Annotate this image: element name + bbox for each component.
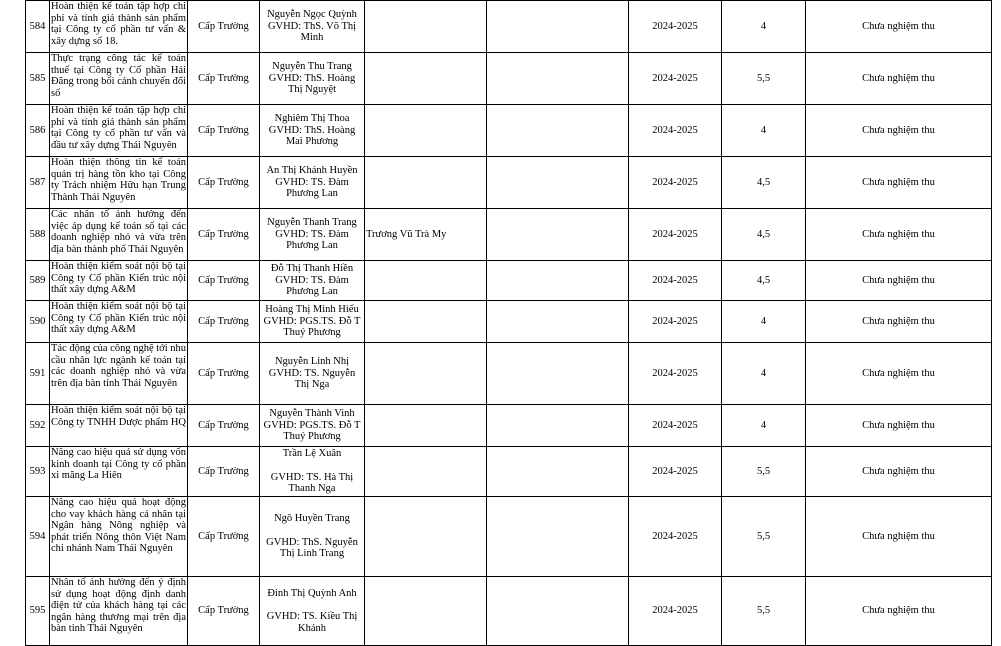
spacer bbox=[261, 599, 363, 611]
row-number-cell: 584 bbox=[26, 1, 50, 53]
spacer bbox=[261, 460, 363, 472]
topic-title-cell: Tác động của công nghệ tới nhu cầu nhân lực ngành kế toán tại các doanh nghiệp nhỏ và vừa trên địa bàn tỉnh Thái Nguyên bbox=[50, 343, 188, 405]
student-name: Hoàng Thị Minh Hiếu bbox=[265, 304, 359, 316]
topic-title-cell: Hoàn thiện kiểm soát nội bộ tại Công ty TNHH Dược phẩm HQ bbox=[50, 405, 188, 447]
status-cell: Chưa nghiệm thu bbox=[806, 1, 992, 53]
score-cell: 4 bbox=[722, 1, 806, 53]
advisor-name: GVHD: TS. Đàm Phương Lan bbox=[275, 274, 349, 298]
empty-cell bbox=[487, 261, 629, 301]
topic-title-cell: Hoàn thiện kế toán tập hợp chi phí và tính giá thành sản phẩm tại Công ty cổ phần tư vấn & xây dựng số 18. bbox=[50, 1, 188, 53]
row-number-cell: 589 bbox=[26, 261, 50, 301]
author-cell bbox=[260, 405, 365, 447]
level-cell: Cấp Trường bbox=[188, 447, 260, 497]
table-row bbox=[26, 405, 992, 447]
advisor-name: GVHD: TS. Nguyễn Thị Nga bbox=[268, 367, 356, 391]
co-author-cell: Trương Vũ Trà My bbox=[365, 209, 487, 261]
student-name: An Thị Khánh Huyền bbox=[266, 165, 358, 177]
table-row bbox=[26, 105, 992, 157]
table-row bbox=[26, 261, 992, 301]
co-author-cell bbox=[365, 1, 487, 53]
topic-title-cell: Hoàn thiện kiểm soát nội bộ tại Công ty Cổ phần Kiến trúc nội thất xây dựng A&M bbox=[50, 261, 188, 301]
year-cell: 2024-2025 bbox=[629, 447, 722, 497]
student-name: Nguyễn Thanh Trang bbox=[267, 217, 357, 229]
score-cell: 4 bbox=[722, 343, 806, 405]
level-cell: Cấp Trường bbox=[188, 405, 260, 447]
author-cell bbox=[260, 261, 365, 301]
empty-cell bbox=[487, 53, 629, 105]
row-number-cell: 592 bbox=[26, 405, 50, 447]
table-row bbox=[26, 447, 992, 497]
student-name: Nguyễn Linh Nhị bbox=[274, 356, 350, 368]
advisor-name: GVHD: TS. Kiều Thị Khánh bbox=[266, 611, 358, 634]
author-cell bbox=[260, 577, 365, 646]
year-cell: 2024-2025 bbox=[629, 53, 722, 105]
student-name: Nguyễn Thu Trang bbox=[272, 61, 352, 73]
co-author-cell bbox=[365, 157, 487, 209]
spacer bbox=[261, 525, 363, 537]
year-cell: 2024-2025 bbox=[629, 577, 722, 646]
advisor-name: GVHD: ThS. Nguyễn Thị Linh Trang bbox=[266, 536, 358, 560]
status-cell: Chưa nghiệm thu bbox=[806, 53, 992, 105]
row-number-cell: 595 bbox=[26, 577, 50, 646]
score-cell: 4,5 bbox=[722, 157, 806, 209]
advisor-name: GVHD: ThS. Hoàng Mai Phương bbox=[268, 124, 356, 148]
co-author-cell bbox=[365, 343, 487, 405]
level-cell: Cấp Trường bbox=[188, 343, 260, 405]
year-cell: 2024-2025 bbox=[629, 301, 722, 343]
student-name: Nguyễn Thành Vinh bbox=[269, 408, 355, 420]
empty-cell bbox=[487, 1, 629, 53]
score-cell: 5,5 bbox=[722, 447, 806, 497]
table-row bbox=[26, 497, 992, 577]
topic-title-cell: Hoàn thiện kiểm soát nội bộ tại Công ty Cổ phần Kiến trúc nội thất xây dựng A&M bbox=[50, 301, 188, 343]
advisor-name: GVHD: TS. Hà Thị Thanh Nga bbox=[270, 471, 354, 495]
status-cell: Chưa nghiệm thu bbox=[806, 261, 992, 301]
topic-title-cell: Nâng cao hiệu quả hoạt động cho vay khách hàng cá nhân tại Ngân hàng Nông nghiệp và phát triển Nông thôn Việt Nam chi nhánh Nam Thái Nguyên bbox=[50, 497, 188, 577]
row-number-cell: 594 bbox=[26, 497, 50, 577]
advisor-name: GVHD: PGS.TS. Đỗ T Thuý Phương bbox=[263, 419, 361, 443]
year-cell: 2024-2025 bbox=[629, 157, 722, 209]
empty-cell bbox=[487, 447, 629, 497]
advisor-name: GVHD: TS. Đàm Phương Lan bbox=[275, 228, 349, 252]
status-cell: Chưa nghiệm thu bbox=[806, 157, 992, 209]
year-cell: 2024-2025 bbox=[629, 343, 722, 405]
row-number-cell: 585 bbox=[26, 53, 50, 105]
row-number-cell: 593 bbox=[26, 447, 50, 497]
year-cell: 2024-2025 bbox=[629, 105, 722, 157]
level-cell: Cấp Trường bbox=[188, 577, 260, 646]
co-author-cell bbox=[365, 447, 487, 497]
row-number-cell: 591 bbox=[26, 343, 50, 405]
co-author-cell bbox=[365, 497, 487, 577]
topic-title-cell: Nhân tố ảnh hưởng đến ý định sử dụng hoạt động định danh điện tử của khách hàng tại các ngân hàng thương mại trên địa bàn tỉnh Thái Nguyên bbox=[50, 577, 188, 646]
co-author-cell bbox=[365, 105, 487, 157]
table-row bbox=[26, 53, 992, 105]
author-cell bbox=[260, 301, 365, 343]
advisor-name: GVHD: ThS. Võ Thị Minh bbox=[267, 20, 357, 44]
author-cell bbox=[260, 157, 365, 209]
score-cell: 4 bbox=[722, 105, 806, 157]
level-cell: Cấp Trường bbox=[188, 1, 260, 53]
year-cell: 2024-2025 bbox=[629, 209, 722, 261]
score-cell: 4,5 bbox=[722, 209, 806, 261]
co-author-cell bbox=[365, 301, 487, 343]
empty-cell bbox=[487, 301, 629, 343]
level-cell: Cấp Trường bbox=[188, 301, 260, 343]
author-cell bbox=[260, 343, 365, 405]
status-cell: Chưa nghiệm thu bbox=[806, 447, 992, 497]
table-row bbox=[26, 157, 992, 209]
author-cell bbox=[260, 497, 365, 577]
level-cell: Cấp Trường bbox=[188, 105, 260, 157]
level-cell: Cấp Trường bbox=[188, 261, 260, 301]
author-cell bbox=[260, 105, 365, 157]
year-cell: 2024-2025 bbox=[629, 405, 722, 447]
table-row bbox=[26, 301, 992, 343]
author-cell bbox=[260, 1, 365, 53]
student-name: Ngô Huyền Trang bbox=[274, 513, 350, 525]
level-cell: Cấp Trường bbox=[188, 53, 260, 105]
advisor-name: GVHD: TS. Đàm Phương Lan bbox=[275, 176, 349, 200]
level-cell: Cấp Trường bbox=[188, 497, 260, 577]
topic-title-cell: Nâng cao hiệu quả sử dụng vốn kinh doanh tại Công ty cổ phần xi măng La Hiên bbox=[50, 447, 188, 497]
student-name: Nguyễn Ngọc Quỳnh bbox=[267, 9, 357, 21]
status-cell: Chưa nghiệm thu bbox=[806, 209, 992, 261]
score-cell: 5,5 bbox=[722, 53, 806, 105]
empty-cell bbox=[487, 405, 629, 447]
co-author-cell bbox=[365, 261, 487, 301]
student-name: Nghiêm Thị Thoa bbox=[274, 113, 350, 125]
author-cell bbox=[260, 447, 365, 497]
topic-title-cell: Thực trạng công tác kế toán thuế tại Công ty Cổ phần Hải Đăng trong bối cảnh chuyển đổi số bbox=[50, 53, 188, 105]
empty-cell bbox=[487, 343, 629, 405]
status-cell: Chưa nghiệm thu bbox=[806, 105, 992, 157]
empty-cell bbox=[487, 577, 629, 646]
table-row bbox=[26, 209, 992, 261]
empty-cell bbox=[487, 209, 629, 261]
score-cell: 4,5 bbox=[722, 261, 806, 301]
co-author-cell bbox=[365, 405, 487, 447]
row-number-cell: 588 bbox=[26, 209, 50, 261]
status-cell: Chưa nghiệm thu bbox=[806, 497, 992, 577]
status-cell: Chưa nghiệm thu bbox=[806, 301, 992, 343]
student-name: Đỗ Thị Thanh Hiền bbox=[270, 263, 354, 275]
score-cell: 4 bbox=[722, 301, 806, 343]
student-name: Đinh Thị Quỳnh Anh bbox=[267, 587, 357, 599]
level-cell: Cấp Trường bbox=[188, 209, 260, 261]
year-cell: 2024-2025 bbox=[629, 1, 722, 53]
advisor-name: GVHD: PGS.TS. Đỗ T Thuý Phương bbox=[263, 315, 361, 339]
co-author-cell bbox=[365, 577, 487, 646]
empty-cell bbox=[487, 105, 629, 157]
co-author-cell bbox=[365, 53, 487, 105]
score-cell: 4 bbox=[722, 405, 806, 447]
year-cell: 2024-2025 bbox=[629, 261, 722, 301]
table-row bbox=[26, 343, 992, 405]
score-cell: 5,5 bbox=[722, 497, 806, 577]
author-cell bbox=[260, 209, 365, 261]
table-row bbox=[26, 1, 992, 53]
status-cell: Chưa nghiệm thu bbox=[806, 343, 992, 405]
research-topics-table bbox=[25, 0, 992, 646]
student-name: Trần Lệ Xuân bbox=[282, 448, 342, 460]
table-row bbox=[26, 577, 992, 646]
empty-cell bbox=[487, 497, 629, 577]
advisor-name: GVHD: ThS. Hoàng Thị Nguyệt bbox=[268, 72, 356, 96]
row-number-cell: 587 bbox=[26, 157, 50, 209]
score-cell: 5,5 bbox=[722, 577, 806, 646]
topic-title-cell: Hoàn thiện kế toán tập hợp chi phí và tính giá thành sản phẩm tại Công ty cổ phần tư vấn và đầu tư xây dựng Thái Nguyên bbox=[50, 105, 188, 157]
level-cell: Cấp Trường bbox=[188, 157, 260, 209]
row-number-cell: 586 bbox=[26, 105, 50, 157]
year-cell: 2024-2025 bbox=[629, 497, 722, 577]
status-cell: Chưa nghiệm thu bbox=[806, 405, 992, 447]
author-cell bbox=[260, 53, 365, 105]
topic-title-cell: Các nhân tố ảnh hưởng đến việc áp dụng kế toán số tại các doanh nghiệp nhỏ và vừa trên địa bàn thành phố Thái Nguyên bbox=[50, 209, 188, 261]
row-number-cell: 590 bbox=[26, 301, 50, 343]
empty-cell bbox=[487, 157, 629, 209]
status-cell: Chưa nghiệm thu bbox=[806, 577, 992, 646]
topic-title-cell: Hoàn thiện thông tin kế toán quản trị hàng tồn kho tại Công ty Trách nhiệm Hữu hạn Trung Thành Thái Nguyên bbox=[50, 157, 188, 209]
